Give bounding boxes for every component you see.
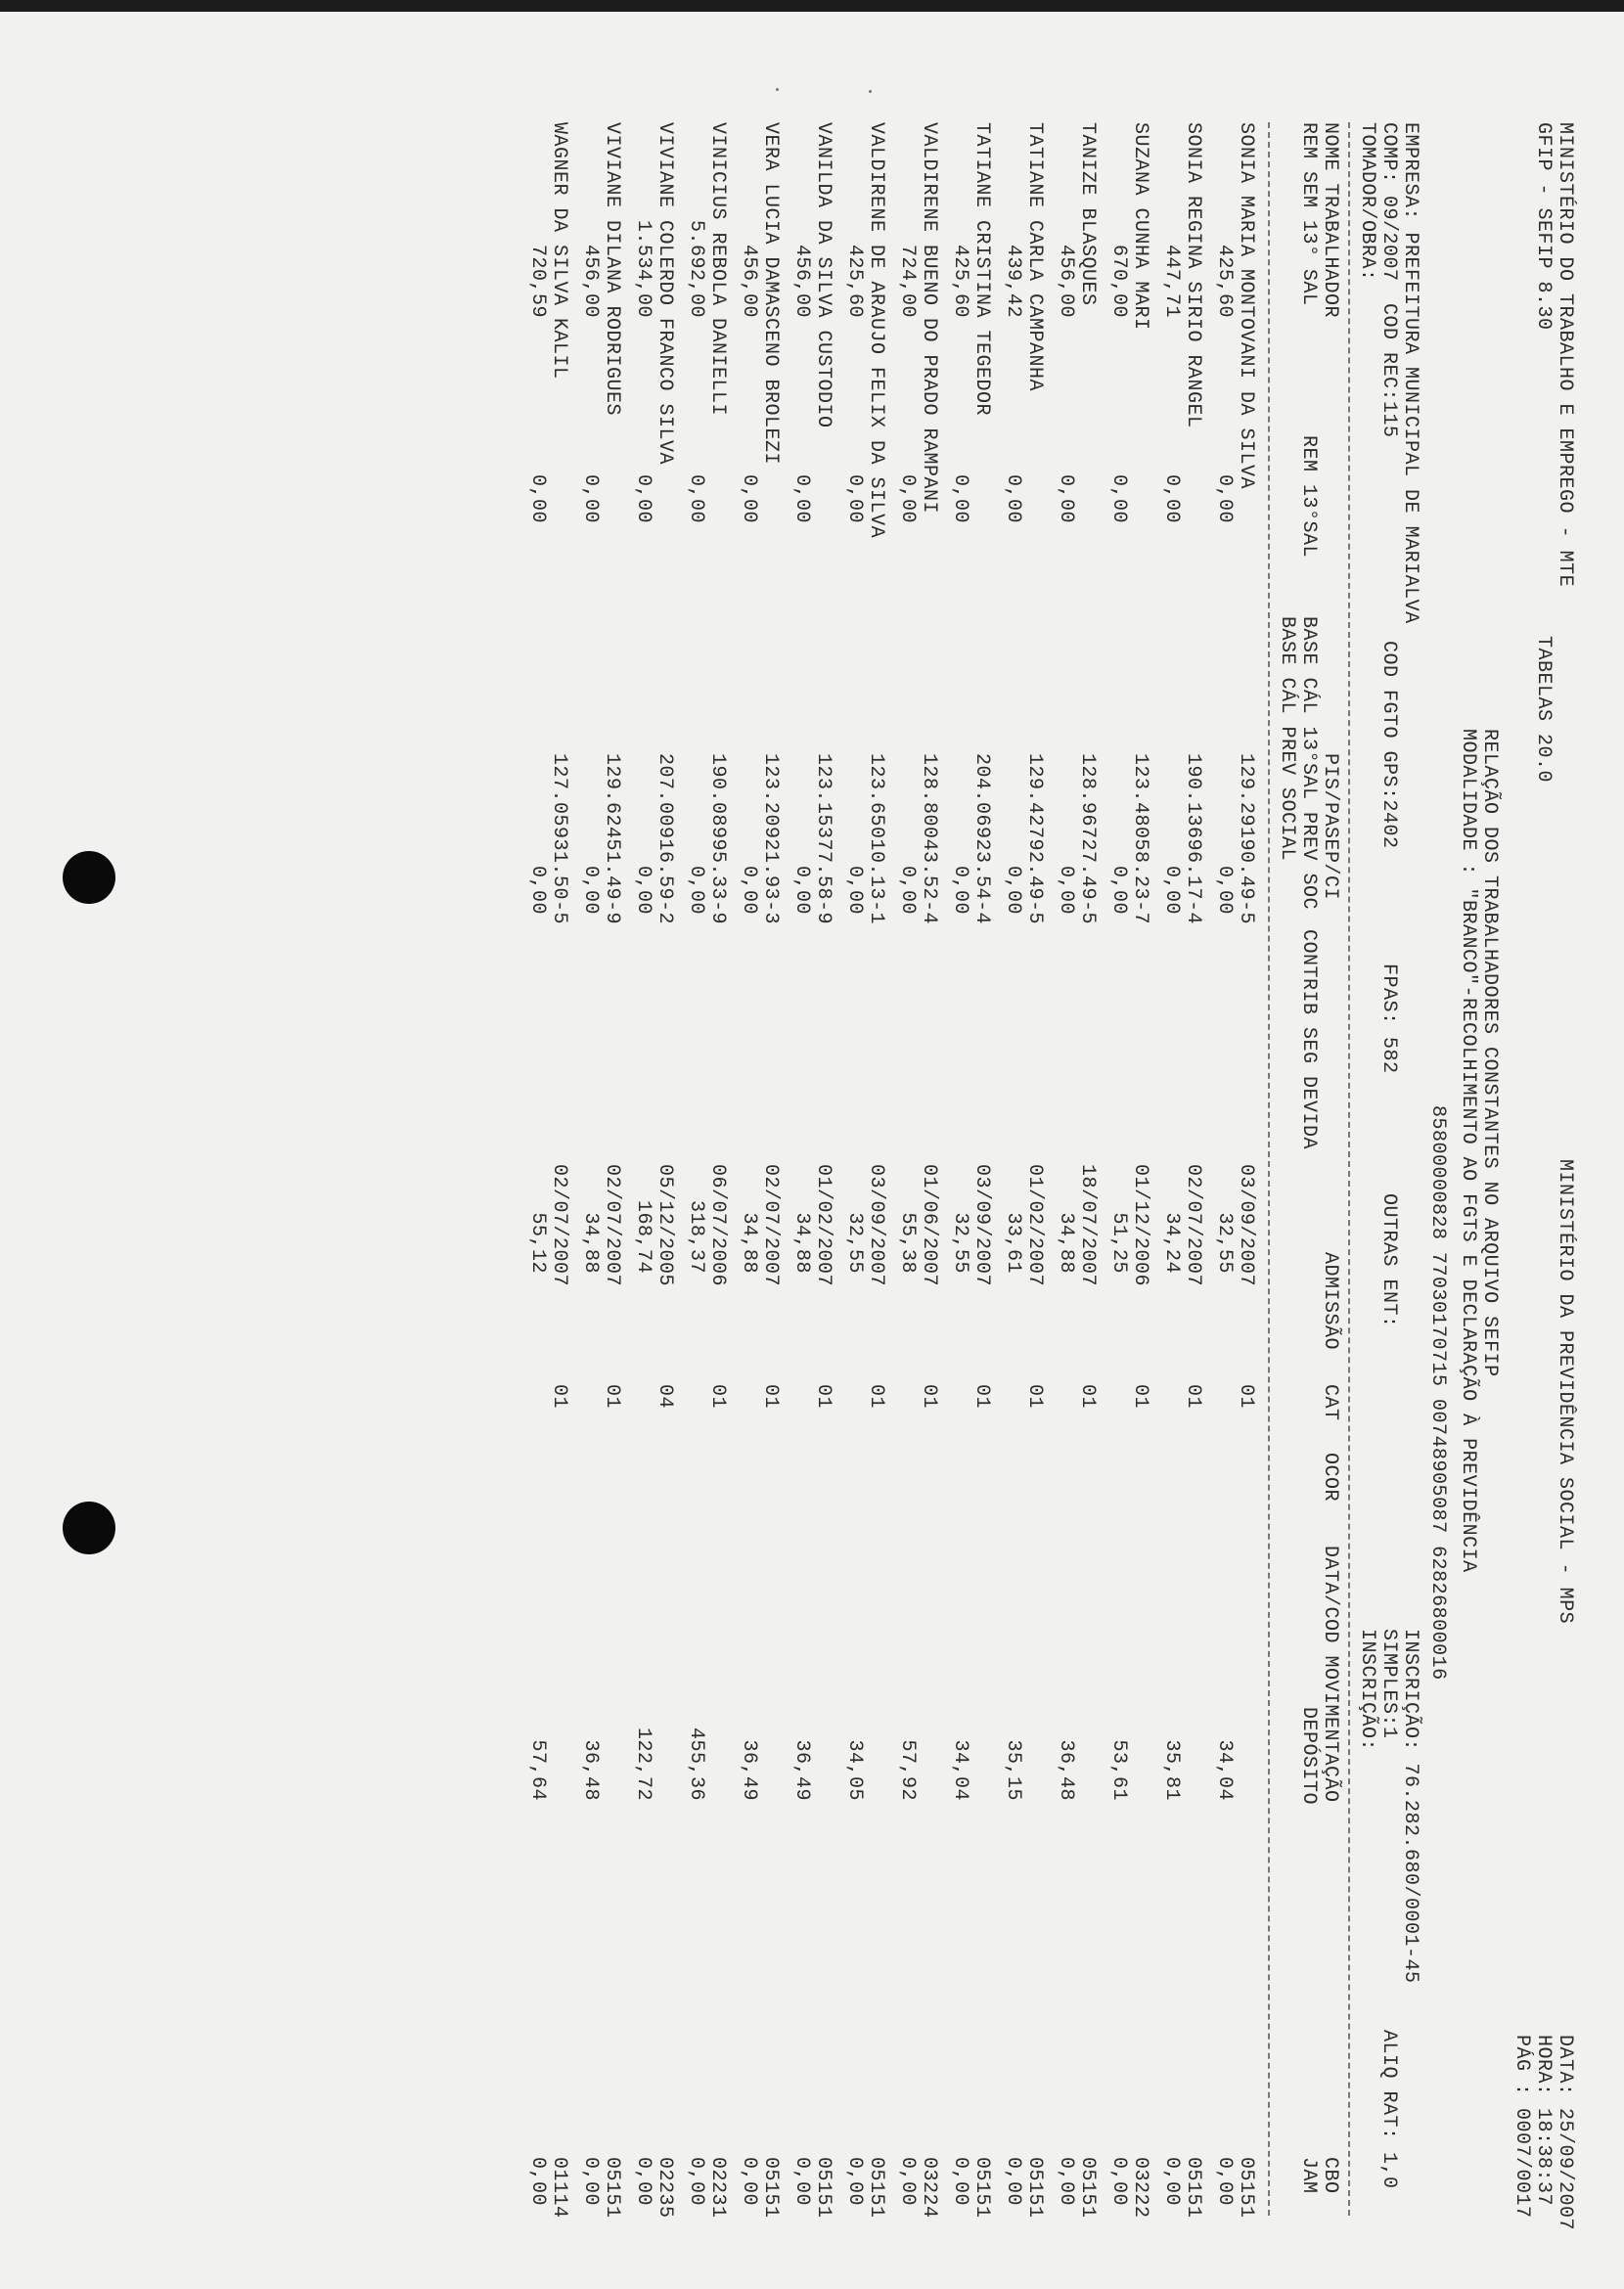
col-jam: JAM xyxy=(1297,2157,1320,2194)
worker-deposito: 36,48 xyxy=(1055,1739,1077,1801)
worker-base-13: 0,00 xyxy=(1002,865,1024,915)
worker-pis: 204.06923.54-4 xyxy=(970,753,993,925)
worker-pis: 129.62451.49-9 xyxy=(601,753,623,925)
divider xyxy=(1268,122,1270,2216)
worker-rem-sem: 456,00 xyxy=(579,244,602,318)
worker-deposito: 53,61 xyxy=(1107,1739,1130,1801)
worker-cbo: 01114 xyxy=(548,2157,570,2219)
outras-ent: OUTRAS ENT: xyxy=(1377,1193,1400,1328)
worker-cat: 01 xyxy=(548,1384,570,1410)
table-row xyxy=(1203,122,1257,2219)
report-date: DATA: 25/09/2007 xyxy=(1554,2035,1576,2231)
worker-pis: 123.20921.93-3 xyxy=(759,753,782,925)
worker-pis: 128.96727.49-5 xyxy=(1076,753,1099,925)
col-cbo: CBO xyxy=(1319,2157,1341,2194)
worker-admissao: 01/02/2007 xyxy=(812,1164,835,1287)
worker-cbo: 05151 xyxy=(970,2157,993,2219)
worker-jam: 0,00 xyxy=(843,2157,866,2207)
worker-contrib: 33,61 xyxy=(1002,1212,1024,1274)
worker-contrib: 168,74 xyxy=(632,1199,654,1274)
worker-base-13: 0,00 xyxy=(1055,865,1077,915)
worker-name: VIVIANE DILANA RODRIGUES xyxy=(601,122,623,417)
worker-cat: 01 xyxy=(706,1384,729,1410)
worker-contrib: 51,25 xyxy=(1107,1212,1130,1274)
table-row xyxy=(939,122,993,2219)
table-row xyxy=(517,122,570,2219)
worker-base-13: 0,00 xyxy=(1160,865,1183,915)
worker-contrib: 318,37 xyxy=(685,1199,707,1274)
worker-base-13: 0,00 xyxy=(1107,865,1130,915)
worker-admissao: 02/07/2007 xyxy=(1182,1164,1204,1287)
worker-contrib: 34,24 xyxy=(1160,1212,1183,1274)
worker-jam: 0,00 xyxy=(1213,2157,1236,2207)
worker-jam: 0,00 xyxy=(949,2157,971,2207)
worker-base-13: 0,00 xyxy=(632,865,654,915)
worker-admissao: 18/07/2007 xyxy=(1076,1164,1099,1287)
cod-fgto-gps: COD FGTO GPS:2402 xyxy=(1377,641,1400,849)
worker-cbo: 05151 xyxy=(601,2157,623,2219)
worker-cat: 01 xyxy=(759,1384,782,1410)
table-row xyxy=(622,122,676,2219)
worker-name: VALDIRENE DE ARAUJO FELIX DA SILVA xyxy=(865,122,887,539)
company-cnpj: INSCRIÇÃO: 76.282.680/0001-45 xyxy=(1399,1629,1421,1984)
table-row xyxy=(1098,122,1151,2219)
worker-name: SONIA REGINA SIRIO RANGEL xyxy=(1182,122,1204,428)
worker-base-13: 0,00 xyxy=(685,865,707,915)
worker-contrib: 32,55 xyxy=(1213,1212,1236,1274)
worker-cat: 01 xyxy=(865,1384,887,1410)
table-row xyxy=(728,122,782,2219)
worker-pis: 123.15377.58-9 xyxy=(812,753,835,925)
worker-cbo: 05151 xyxy=(1023,2157,1046,2219)
worker-base-13: 0,00 xyxy=(738,865,760,915)
worker-cbo: 05151 xyxy=(1182,2157,1204,2219)
col-base-13: BASE CÁL 13°SAL PREV SOC xyxy=(1297,616,1320,911)
worker-rem-sem: 425,60 xyxy=(949,244,971,318)
worker-cbo: 03224 xyxy=(918,2157,940,2219)
worker-rem-13: 0,00 xyxy=(843,473,866,523)
worker-jam: 0,00 xyxy=(1160,2157,1183,2207)
tomador-obra: TOMADOR/OBRA: xyxy=(1356,122,1378,282)
worker-rem-13: 0,00 xyxy=(685,473,707,523)
col-rem-sem: REM SEM 13° SAL xyxy=(1297,122,1320,306)
worker-deposito: 35,15 xyxy=(1002,1739,1024,1801)
worker-admissao: 01/06/2007 xyxy=(918,1164,940,1287)
col-deposito: DEPÓSITO xyxy=(1297,1707,1320,1806)
worker-deposito: 36,49 xyxy=(738,1739,760,1801)
col-contrib: CONTRIB SEG DEVIDA xyxy=(1297,929,1320,1150)
worker-cbo: 05151 xyxy=(865,2157,887,2219)
worker-cbo: 03222 xyxy=(1129,2157,1151,2219)
divider xyxy=(1348,122,1350,2216)
worker-jam: 0,00 xyxy=(896,2157,919,2207)
worker-contrib: 32,55 xyxy=(949,1212,971,1274)
table-row xyxy=(1045,122,1099,2219)
worker-jam: 0,00 xyxy=(526,2157,549,2207)
worker-cat: 01 xyxy=(1182,1384,1204,1410)
worker-name: VINICIUS REBOLA DANIELLI xyxy=(706,122,729,417)
worker-contrib: 34,88 xyxy=(1055,1212,1077,1274)
worker-cat: 04 xyxy=(654,1384,676,1410)
col-admissao: ADMISSÃO xyxy=(1319,1252,1341,1351)
worker-deposito: 57,64 xyxy=(526,1739,549,1801)
worker-pis: 190.13696.17-4 xyxy=(1182,753,1204,925)
simples: SIMPLES:1 xyxy=(1377,1629,1400,1739)
col-base-prev: BASE CÁL PREV SOCIAL xyxy=(1276,616,1298,862)
worker-admissao: 01/02/2007 xyxy=(1023,1164,1046,1287)
worker-rem-sem: 447,71 xyxy=(1160,244,1183,318)
company-name: EMPRESA: PREFEITURA MUNICIPAL DE MARIALVA xyxy=(1399,122,1421,624)
worker-pis: 128.80043.52-4 xyxy=(918,753,940,925)
worker-rem-sem: 425,60 xyxy=(843,244,866,318)
worker-base-13: 0,00 xyxy=(896,865,919,915)
worker-rem-13: 0,00 xyxy=(1055,473,1077,523)
punch-hole-bottom xyxy=(63,1502,115,1554)
worker-cbo: 05151 xyxy=(812,2157,835,2219)
worker-name: VERA LUCIA DAMASCENO BROLEZI xyxy=(759,122,782,466)
worker-jam: 0,00 xyxy=(632,2157,654,2207)
cod-rec: COD REC:115 xyxy=(1377,303,1400,438)
worker-admissao: 05/12/2005 xyxy=(654,1164,676,1287)
worker-pis: 129.42792.49-5 xyxy=(1023,753,1046,925)
worker-jam: 0,00 xyxy=(579,2157,602,2207)
worker-rem-sem: 425,60 xyxy=(1213,244,1236,318)
worker-rem-sem: 1.534,00 xyxy=(632,219,654,318)
worker-cbo: 05151 xyxy=(1076,2157,1099,2219)
worker-contrib: 32,55 xyxy=(843,1212,866,1274)
worker-deposito: 122,72 xyxy=(632,1727,654,1801)
report-title: RELAÇÃO DOS TRABALHADORES CONSTANTES NO ARQUIVO SEFIP xyxy=(1478,729,1501,1377)
worker-rem-13: 0,00 xyxy=(896,473,919,523)
worker-cbo: 02235 xyxy=(654,2157,676,2219)
worker-rem-sem: 456,00 xyxy=(790,244,813,318)
worker-rem-13: 0,00 xyxy=(790,473,813,523)
worker-deposito: 34,05 xyxy=(843,1739,866,1801)
worker-rem-13: 0,00 xyxy=(738,473,760,523)
worker-deposito: 34,04 xyxy=(949,1739,971,1801)
worker-deposito: 36,49 xyxy=(790,1739,813,1801)
worker-rem-13: 0,00 xyxy=(949,473,971,523)
table-row xyxy=(675,122,729,2219)
competence: COMP: 09/2007 xyxy=(1377,122,1400,282)
worker-rem-13: 0,00 xyxy=(526,473,549,523)
worker-admissao: 02/07/2007 xyxy=(759,1164,782,1287)
worker-cat: 01 xyxy=(1076,1384,1099,1410)
worker-admissao: 03/09/2007 xyxy=(1235,1164,1257,1287)
worker-rem-sem: 456,00 xyxy=(1055,244,1077,318)
ministry-social-line: MINISTÉRIO DA PREVIDÊNCIA SOCIAL - MPS xyxy=(1554,1159,1576,1625)
worker-cat: 01 xyxy=(918,1384,940,1410)
worker-cat: 01 xyxy=(812,1384,835,1410)
worker-deposito: 35,81 xyxy=(1160,1739,1183,1801)
col-movimentacao: DATA/COD MOVIMENTAÇÃO xyxy=(1319,1546,1341,1803)
worker-base-13: 0,00 xyxy=(843,865,866,915)
worker-rem-13: 0,00 xyxy=(1002,473,1024,523)
worker-rem-13: 0,00 xyxy=(632,473,654,523)
worker-cbo: 05151 xyxy=(1235,2157,1257,2219)
worker-cat: 01 xyxy=(601,1384,623,1410)
worker-name: WAGNER DA SILVA KALIL xyxy=(548,122,570,380)
worker-base-13: 0,00 xyxy=(579,865,602,915)
worker-admissao: 03/09/2007 xyxy=(970,1164,993,1287)
worker-pis: 190.08995.33-9 xyxy=(706,753,729,925)
scan-top-edge xyxy=(0,0,1624,12)
col-rem-13: REM 13°SAL xyxy=(1297,435,1320,559)
worker-contrib: 55,12 xyxy=(526,1212,549,1274)
worker-base-13: 0,00 xyxy=(949,865,971,915)
worker-admissao: 02/07/2007 xyxy=(601,1164,623,1287)
worker-name: SUZANA CUNHA MARI xyxy=(1129,122,1151,331)
worker-base-13: 0,00 xyxy=(1213,865,1236,915)
tomador-inscricao: INSCRIÇÃO: xyxy=(1356,1629,1378,1752)
worker-jam: 0,00 xyxy=(1055,2157,1077,2207)
scan-speck xyxy=(869,90,872,93)
worker-name: SONIA MARIA MONTOVANI DA SILVA xyxy=(1235,122,1257,490)
sefip-report xyxy=(176,122,1575,2255)
table-row xyxy=(1150,122,1204,2219)
worker-pis: 127.05931.50-5 xyxy=(548,753,570,925)
worker-cbo: 02231 xyxy=(706,2157,729,2219)
worker-pis: 123.65010.13-1 xyxy=(865,753,887,925)
worker-admissao: 03/09/2007 xyxy=(865,1164,887,1287)
worker-rem-13: 0,00 xyxy=(1160,473,1183,523)
worker-jam: 0,00 xyxy=(685,2157,707,2207)
aliq-rat: ALIQ RAT: 1,0 xyxy=(1377,2030,1400,2189)
worker-name: TATIANE CARLA CAMPANHA xyxy=(1023,122,1046,392)
worker-pis: 129.29190.49-5 xyxy=(1235,753,1257,925)
table-row xyxy=(992,122,1046,2219)
worker-rem-sem: 456,00 xyxy=(738,244,760,318)
worker-rem-sem: 670,00 xyxy=(1107,244,1130,318)
worker-jam: 0,00 xyxy=(738,2157,760,2207)
worker-pis: 123.48058.23-7 xyxy=(1129,753,1151,925)
worker-contrib: 34,88 xyxy=(790,1212,813,1274)
worker-jam: 0,00 xyxy=(1107,2157,1130,2207)
worker-deposito: 34,04 xyxy=(1213,1739,1236,1801)
worker-cat: 01 xyxy=(1235,1384,1257,1410)
table-row xyxy=(834,122,887,2219)
worker-admissao: 01/12/2006 xyxy=(1129,1164,1151,1287)
worker-jam: 0,00 xyxy=(790,2157,813,2207)
table-row xyxy=(569,122,623,2219)
worker-cbo: 05151 xyxy=(759,2157,782,2219)
worker-contrib: 34,88 xyxy=(579,1212,602,1274)
worker-name: VIVIANE COLERDO FRANCO SILVA xyxy=(654,122,676,466)
worker-deposito: 36,48 xyxy=(579,1739,602,1801)
report-time: HORA: 18:38:37 xyxy=(1532,2035,1555,2207)
worker-cat: 01 xyxy=(970,1384,993,1410)
worker-rem-13: 0,00 xyxy=(1213,473,1236,523)
worker-rem-sem: 5.692,00 xyxy=(685,219,707,318)
col-ocor: OCOR xyxy=(1319,1453,1341,1503)
report-page: PÁG : 0007/0017 xyxy=(1511,2035,1533,2219)
barcode-number: 85800000828 77030170715 00748905087 62826800016 xyxy=(1426,1105,1449,1681)
worker-deposito: 57,92 xyxy=(896,1739,919,1801)
modality-line: MODALIDADE : "BRANCO"-RECOLHIMENTO AO FGTS E DECLARAÇÃO À PREVIDÊNCIA xyxy=(1457,729,1479,1573)
worker-rem-13: 0,00 xyxy=(579,473,602,523)
worker-rem-sem: 439,42 xyxy=(1002,244,1024,318)
worker-rem-13: 0,00 xyxy=(1107,473,1130,523)
scan-speck xyxy=(776,88,779,91)
tables-version-line: TABELAS 20.0 xyxy=(1532,636,1555,784)
punch-hole-top xyxy=(63,851,115,904)
table-row xyxy=(781,122,835,2219)
gfip-version-line: GFIP - SEFIP 8.30 xyxy=(1532,122,1555,331)
worker-rem-sem: 724,00 xyxy=(896,244,919,318)
worker-admissao: 06/07/2006 xyxy=(706,1164,729,1287)
worker-contrib: 34,88 xyxy=(738,1212,760,1274)
worker-contrib: 55,38 xyxy=(896,1212,919,1274)
fpas: FPAS: 582 xyxy=(1377,964,1400,1074)
col-nome: NOME TRABALHADOR xyxy=(1319,122,1341,319)
worker-base-13: 0,00 xyxy=(526,865,549,915)
worker-name: VANILDA DA SILVA CUSTODIO xyxy=(812,122,835,428)
worker-base-13: 0,00 xyxy=(790,865,813,915)
worker-deposito: 455,36 xyxy=(685,1727,707,1801)
worker-cat: 01 xyxy=(1129,1384,1151,1410)
worker-cat: 01 xyxy=(1023,1384,1046,1410)
worker-name: TATIANE CRISTINA TEGEDOR xyxy=(970,122,993,417)
worker-name: TANIZE BLASQUES xyxy=(1076,122,1099,306)
worker-admissao: 02/07/2007 xyxy=(548,1164,570,1287)
worker-jam: 0,00 xyxy=(1002,2157,1024,2207)
ministry-labor-line: MINISTÉRIO DO TRABALHO E EMPREGO - MTE xyxy=(1554,122,1576,588)
col-pis: PIS/PASEP/CI xyxy=(1319,753,1341,901)
worker-name: VALDIRENE BUENO DO PRADO RAMPANI xyxy=(918,122,940,515)
worker-rem-sem: 720,59 xyxy=(526,244,549,318)
worker-pis: 207.00916.59-2 xyxy=(654,753,676,925)
table-row xyxy=(886,122,940,2219)
col-cat: CAT xyxy=(1319,1384,1341,1421)
